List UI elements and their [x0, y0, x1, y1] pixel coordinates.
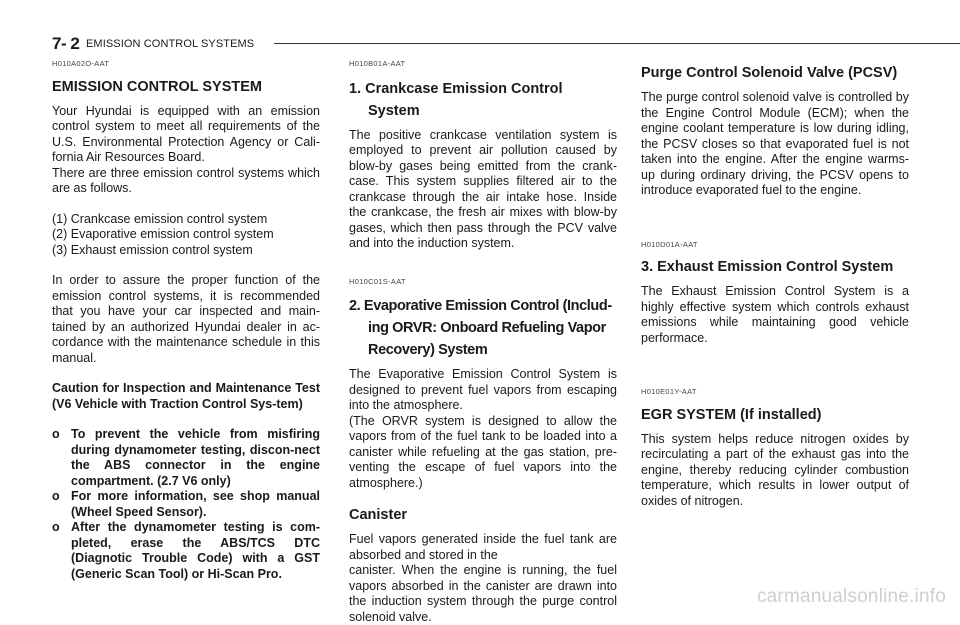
exhaust-heading: 3. Exhaust Emission Control System: [641, 259, 894, 275]
canister-paragraph-2: canister. When the engine is running, the fuel vapors absorbed in the canister are drawn into the induction system through the purge control solenoid valve.: [349, 563, 617, 624]
watermark: carmanualsonline.info: [756, 586, 946, 607]
page-header: [52, 34, 912, 54]
section-code: H010E01Y-AAT: [641, 387, 697, 396]
header-rule: [274, 43, 960, 44]
heading-line: ing ORVR: Onboard Refueling Vapor: [368, 320, 606, 336]
caution-bullet: [52, 427, 320, 489]
list-item: (2) Evaporative emission control system: [52, 227, 274, 241]
list-item: (1) Crankcase emission control system: [52, 211, 268, 226]
canister-heading: Canister: [349, 507, 408, 523]
bullet-text: To prevent the vehicle from misfiring during dynamometer testing, discon-nect the ABS connector in the engine compartment. (2.7 V6 only): [71, 427, 320, 488]
section-code: H010C01S-AAT: [349, 276, 406, 286]
bullet-marker: o: [52, 520, 60, 534]
evaporative-heading: [349, 295, 617, 361]
caution-bullet: [52, 489, 320, 520]
canister-paragraph: Fuel vapors generated inside the fuel tank are absorbed and stored in the: [349, 532, 617, 562]
bullet-text: After the dynamometer testing is com-pleted, erase the ABS/TCS DTC (Diagnotic Trouble Code) with a GST (Generic Scan Tool) or Hi-Scan Pro.: [71, 520, 320, 581]
egr-paragraph: This system helps reduce nitrogen oxides by recirculating a part of the exhaust gas into the engine, thereby reducing cylinder combustion temperature, which results in lower output of oxides of nitrogen.: [641, 431, 909, 508]
intro-paragraph: Your Hyundai is equipped with an emission control system to meet all requirements of the U.S. Environmental Protection Agency or Cali-fornia Air Resources Board.: [52, 103, 320, 164]
section-code: H010D01A-AAT: [641, 239, 698, 249]
heading-line: 2. Evaporative Emission Control (Includ-: [349, 298, 612, 314]
egr-heading: EGR SYSTEM (If installed): [641, 406, 822, 423]
section-title: EMISSION CONTROL SYSTEMS: [86, 38, 255, 50]
bullet-marker: o: [52, 489, 60, 503]
orvr-paragraph: (The ORVR system is designed to allow the vapors from of the fuel tank to be loaded into a canister while refueling at the gas station, pre-venting the escape of fuel vapors into the atmosphere.): [349, 413, 617, 490]
section-code: H010B01A-AAT: [349, 59, 406, 68]
column-1: [52, 56, 320, 582]
section-code: H010A02O-AAT: [52, 59, 110, 68]
pcsv-paragraph: The purge control solenoid valve is controlled by the Engine Control Module (ECM); when the engine coolant temperature is low during idling, the PCSV closes so that evaporated fuel is not taken into the engine. After the engine warms-up during ordinary driving, the PCSV opens to introduce evaporated fuel to the engine.: [641, 90, 909, 197]
list-item: (3) Exhaust emission control system: [52, 242, 253, 257]
intro-paragraph-2: There are three emission control systems which are as follows.: [52, 165, 320, 195]
crankcase-heading: [349, 78, 617, 122]
pcsv-heading: Purge Control Solenoid Valve (PCSV): [641, 65, 898, 81]
caution-bullet: [52, 520, 320, 582]
bullet-marker: o: [52, 427, 60, 441]
column-2: [349, 56, 617, 625]
heading-line: 1. Crankcase Emission Control: [349, 80, 563, 97]
column-3: [641, 64, 909, 509]
crankcase-paragraph: The positive crankcase ventilation system is employed to prevent air pollution caused by blow-by gases being emitted from the crank-case. This system supplies filtered air to the crankcase through the air intake hose. Inside the crankcase, the fresh air mixes with blow-by gases, which then pass through the PCV valve and into the induction system.: [349, 127, 617, 250]
heading-line: Recovery) System: [368, 342, 488, 358]
bullet-text: For more information, see shop manual (Wheel Speed Sensor).: [71, 489, 320, 519]
heading-line: System: [368, 102, 420, 119]
evaporative-paragraph: The Evaporative Emission Control System is designed to prevent fuel vapors from escaping into the atmosphere.: [349, 367, 617, 412]
emission-control-title: EMISSION CONTROL SYSTEM: [52, 78, 263, 95]
maintenance-paragraph: In order to assure the proper function of the emission control systems, it is recommended that you have your car inspected and main-tained by an authorized Hyundai dealer in ac-cordance with the maintenance schedule in this manual.: [52, 273, 320, 365]
page-number: 7- 2: [52, 34, 80, 53]
exhaust-paragraph: The Exhaust Emission Control System is a highly effective system which controls exhaust emissions while maintaining good vehicle performace.: [641, 284, 909, 345]
caution-heading: Caution for Inspection and Maintenance Test (V6 Vehicle with Traction Control Sys-tem): [52, 381, 320, 411]
